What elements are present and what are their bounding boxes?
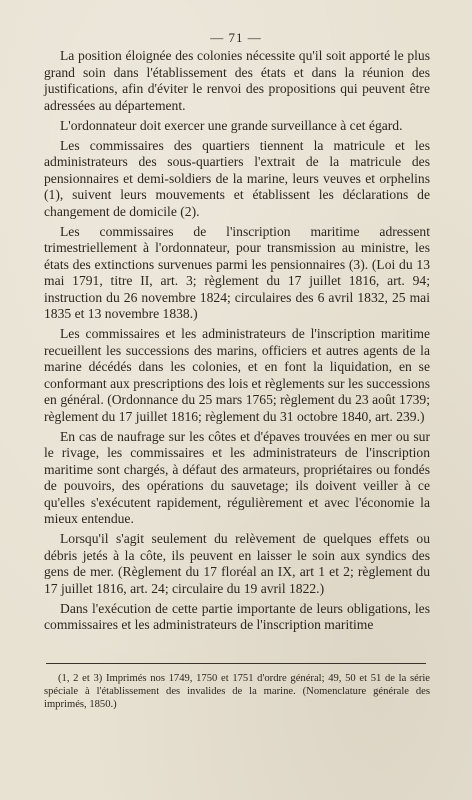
main-text [44, 48, 430, 637]
paragraph: Les commissaires et les administrateurs de l'inscription maritime recueillent les successions des marins, officiers et autres agents de la marine décédés dans les colonies, et en font la liquidation, en se conformant aux prescriptions des lois et règlements sur les successions en général. (Ordonnance du 25 mars 1765; règlement du 23 août 1739; règlement du 17 juillet 1816; règlement du 31 octobre 1840, art. 239.) [44, 326, 430, 424]
footnote [44, 672, 430, 711]
footnote-text: (1, 2 et 3) Imprimés nos 1749, 1750 et 1751 d'ordre général; 49, 50 et 51 de la série spéciale à l'établissement des invalides de la marine. (Nomenclature générale des imprimés, 1850.) [44, 673, 430, 710]
paragraph: En cas de naufrage sur les côtes et d'épaves trouvées en mer ou sur le rivage, les commissaires et les administrateurs de l'inscription maritime sont chargés, à défaut des armateurs, propriétaires ou fondés de pouvoirs, des opérations du sauvetage; ils doivent veiller à ce qu'elles s'exécutent rapidement, régulièrement et avec l'économie la mieux entendue. [44, 428, 430, 526]
paragraph: La position éloignée des colonies nécessite qu'il soit apporté le plus grand soin dans l'établissement des états et dans la réunion des justifications, afin d'éviter le renvoi des propositions qui peuvent être adressées au département. [44, 48, 430, 113]
paragraph: L'ordonnateur doit exercer une grande surveillance à cet égard. [60, 117, 403, 133]
paragraph: Lorsqu'il s'agit seulement du relèvement de quelques effets ou débris jetés à la côte, ils peuvent en laisser le soin aux syndics des gens de mer. (Règlement du 17 floréal an IX, art 1 et 2; règlement du 17 juillet 1816, art. 24; circulaire du 19 avril 1822.) [44, 531, 430, 596]
paragraph: Les commissaires des quartiers tiennent la matricule et les administrateurs des sous-quartiers l'extrait de la matricule des pensionnaires et demi-soldiers de la marine, leurs veuves et orphelins (1), suivent leurs mouvements et établissent les déclarations de changement de domicile (2). [44, 137, 430, 219]
paragraph: Dans l'exécution de cette partie importante de leurs obligations, les commissaires et les administrateurs de l'inscription maritime [44, 600, 430, 632]
footnote-divider [46, 663, 426, 664]
paragraph: Les commissaires de l'inscription maritime adressent trimestriellement à l'ordonnateur, pour transmission au ministre, les états des extinctions survenues parmi les pensionnaires (3). (Loi du 13 mai 1791, titre II, art. 3; règlement du 17 juillet 1816, art. 94; instruction du 26 novembre 1824; circulaires des 6 avril 1832, 25 mai 1835 et 13 novembre 1838.) [44, 223, 430, 321]
page-number: — 71 — [210, 30, 262, 45]
